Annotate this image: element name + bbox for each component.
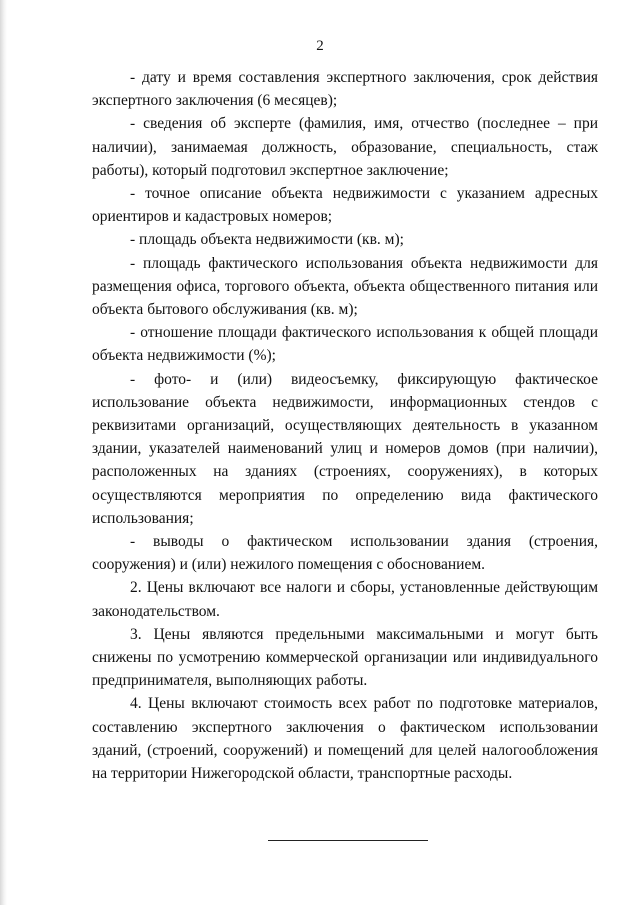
list-item-photo-video: - фото- и (или) видеосъемку, фиксирующую фактическое использование объекта недвижимости, информационных стендов с реквизитами организаций, осуществляющих деятельность в указанном здании, указателей наименований улиц и номеров домов (при наличии), расположенных на зданиях (строениях, сооружениях), в которых осуществляются мероприятия по определению вида фактического использования;	[92, 370, 598, 527]
clause-3-max-prices: 3. Цены являются предельными максимальными и могут быть снижены по усмотрению коммерческой организации или индивидуального предпринимателя, выполняющих работы.	[92, 625, 598, 690]
clause-4-cost-scope: 4. Цены включают стоимость всех работ по подготовке материалов, составлению экспертного заключения о фактическом использовании зданий, (строений, сооружений) и помещений для целей налогообложения на территории Нижегородской области, транспортные расходы.	[92, 695, 598, 783]
end-separator-line	[268, 840, 428, 841]
list-item-date-time: - дату и время составления экспертного заключения, срок действия экспертного заключения (6 месяцев);	[92, 69, 598, 110]
list-item-conclusions: - выводы о фактическом использовании здания (строения, сооружения) и (или) нежилого помещения с обоснованием.	[92, 533, 598, 574]
page-number: 2	[316, 38, 324, 54]
list-item-property-description: - точное описание объекта недвижимости с указанием адресных ориентиров и кадастровых номеров;	[92, 185, 598, 226]
scan-edge-shadow	[0, 0, 7, 905]
list-item-property-area: - площадь объекта недвижимости (кв. м);	[130, 231, 404, 249]
list-item-actual-use-area: - площадь фактического использования объекта недвижимости для размещения офиса, торгового объекта, объекта общественного питания или объекта бытового обслуживания (кв. м);	[92, 254, 598, 319]
document-body	[92, 66, 598, 785]
list-item-area-ratio: - отношение площади фактического использования к общей площади объекта недвижимости (%);	[92, 324, 598, 365]
list-item-expert-info: - сведения об эксперте (фамилия, имя, отчество (последнее – при наличии), занимаемая должность, образование, специальность, стаж работы), который подготовил экспертное заключение;	[92, 115, 598, 179]
clause-2-taxes: 2. Цены включают все налоги и сборы, установленные действующим законодательством.	[92, 579, 598, 620]
